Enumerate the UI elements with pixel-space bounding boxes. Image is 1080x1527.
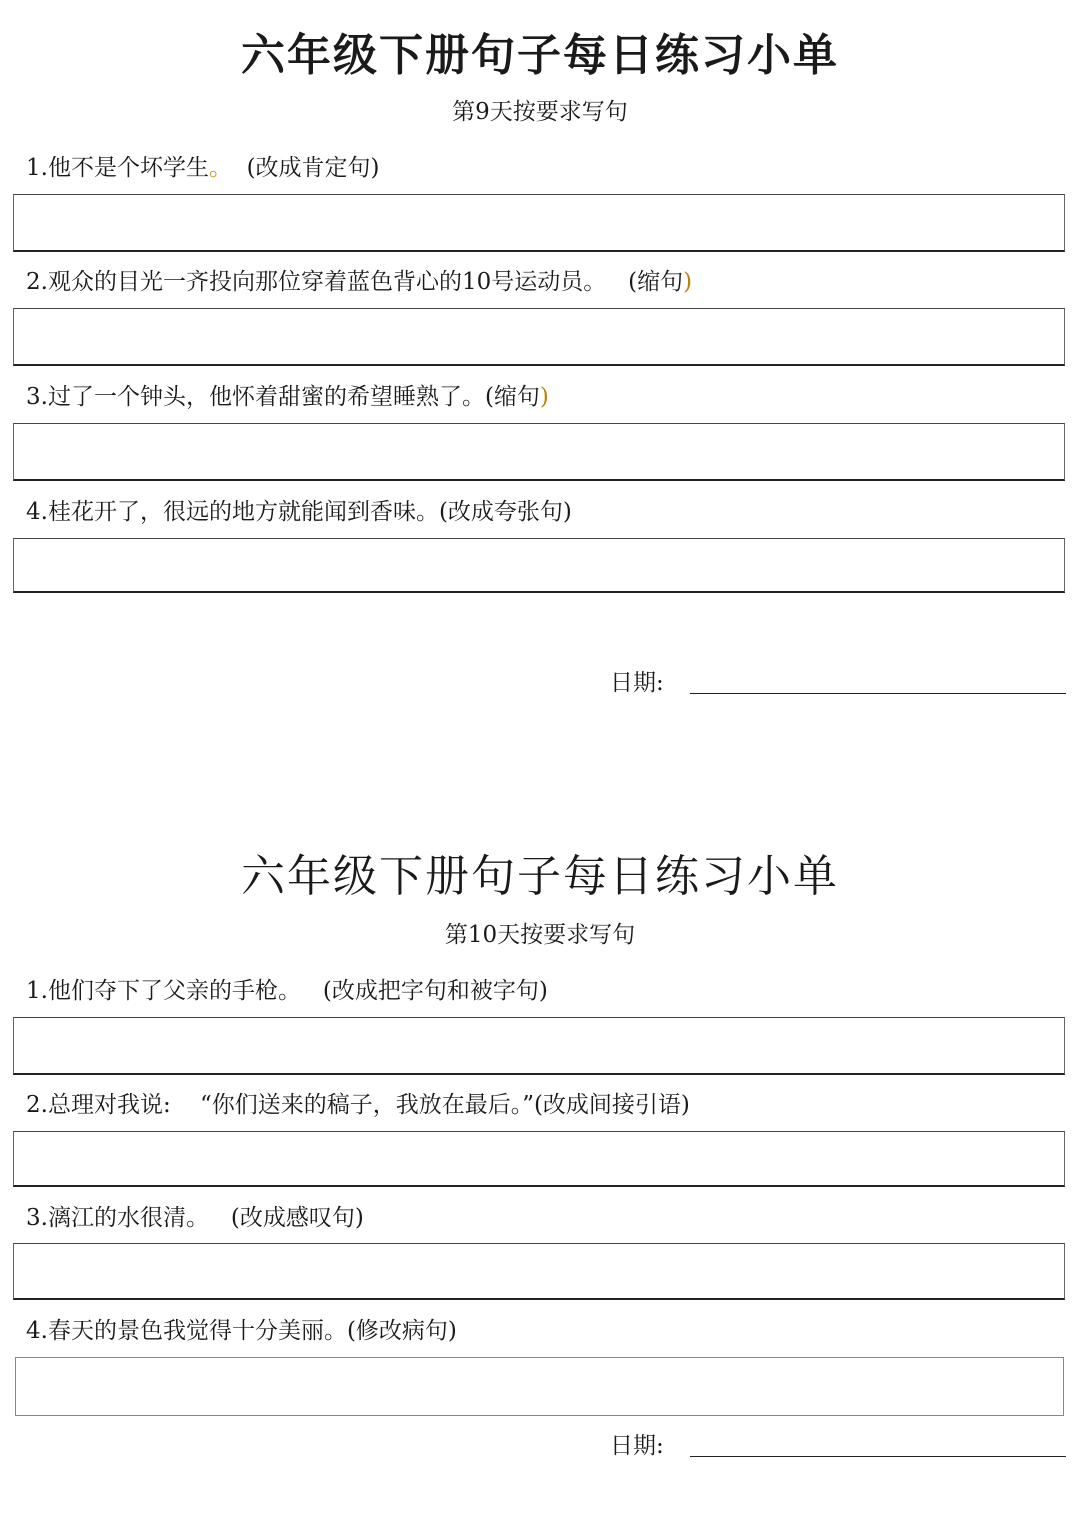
sheet2-answer-box-1[interactable] [13,1017,1065,1075]
sheet1-answer-box-2[interactable] [13,308,1065,366]
sheet1-question-1 [26,153,380,183]
sheet1-question-3 [26,382,549,412]
sheet1-question-4: 4.桂花开了，很远的地方就能闻到香味。(改成夸张句) [26,499,572,525]
sheet1-subtitle: 第9天按要求写句 [452,99,628,125]
sheet2-answer-box-4[interactable] [15,1357,1064,1416]
question-mark: 。 [208,155,232,181]
question-text: 3.过了一个钟头，他怀着甜蜜的希望睡熟了。(缩句 [26,384,540,410]
sheet2-question-2: 2.总理对我说: “你们送来的稿子，我放在最后。”(改成间接引语) [26,1092,690,1118]
question-text: 2.观众的目光一齐投向那位穿着蓝色背心的10号运动员。 (缩句 [26,269,684,295]
sheet2-answer-box-3[interactable] [13,1243,1065,1300]
sheet1-title: 六年级下册句子每日练习小单 [241,30,839,81]
sheet1-date-line[interactable] [690,693,1066,694]
sheet1-answer-box-3[interactable] [13,423,1065,481]
sheet2-question-4: 4.春天的景色我觉得十分美丽。(修改病句) [26,1318,457,1344]
sheet1-date-label: 日期: [610,670,664,696]
sheet2-title: 六年级下册句子每日练习小单 [241,851,839,902]
sheet1-question-2 [26,267,692,297]
sheet2-date-label: 日期: [610,1433,664,1459]
sheet1-answer-box-4[interactable] [13,538,1065,593]
question-mark: ) [539,384,549,410]
sheet2-date-line[interactable] [690,1456,1066,1457]
sheet2-answer-box-2[interactable] [13,1131,1065,1187]
sheet2-subtitle: 第10天按要求写句 [444,922,636,948]
question-mark: ) [683,269,693,295]
question-note: (改成肯定句) [231,155,380,181]
sheet2-question-3: 3.漓江的水很清。 (改成感叹句) [26,1205,364,1231]
sheet2-question-1: 1.他们夺下了父亲的手枪。 (改成把字句和被字句) [26,978,548,1004]
question-text: 1.他不是个坏学生 [26,155,209,181]
sheet1-answer-box-1[interactable] [13,194,1065,252]
